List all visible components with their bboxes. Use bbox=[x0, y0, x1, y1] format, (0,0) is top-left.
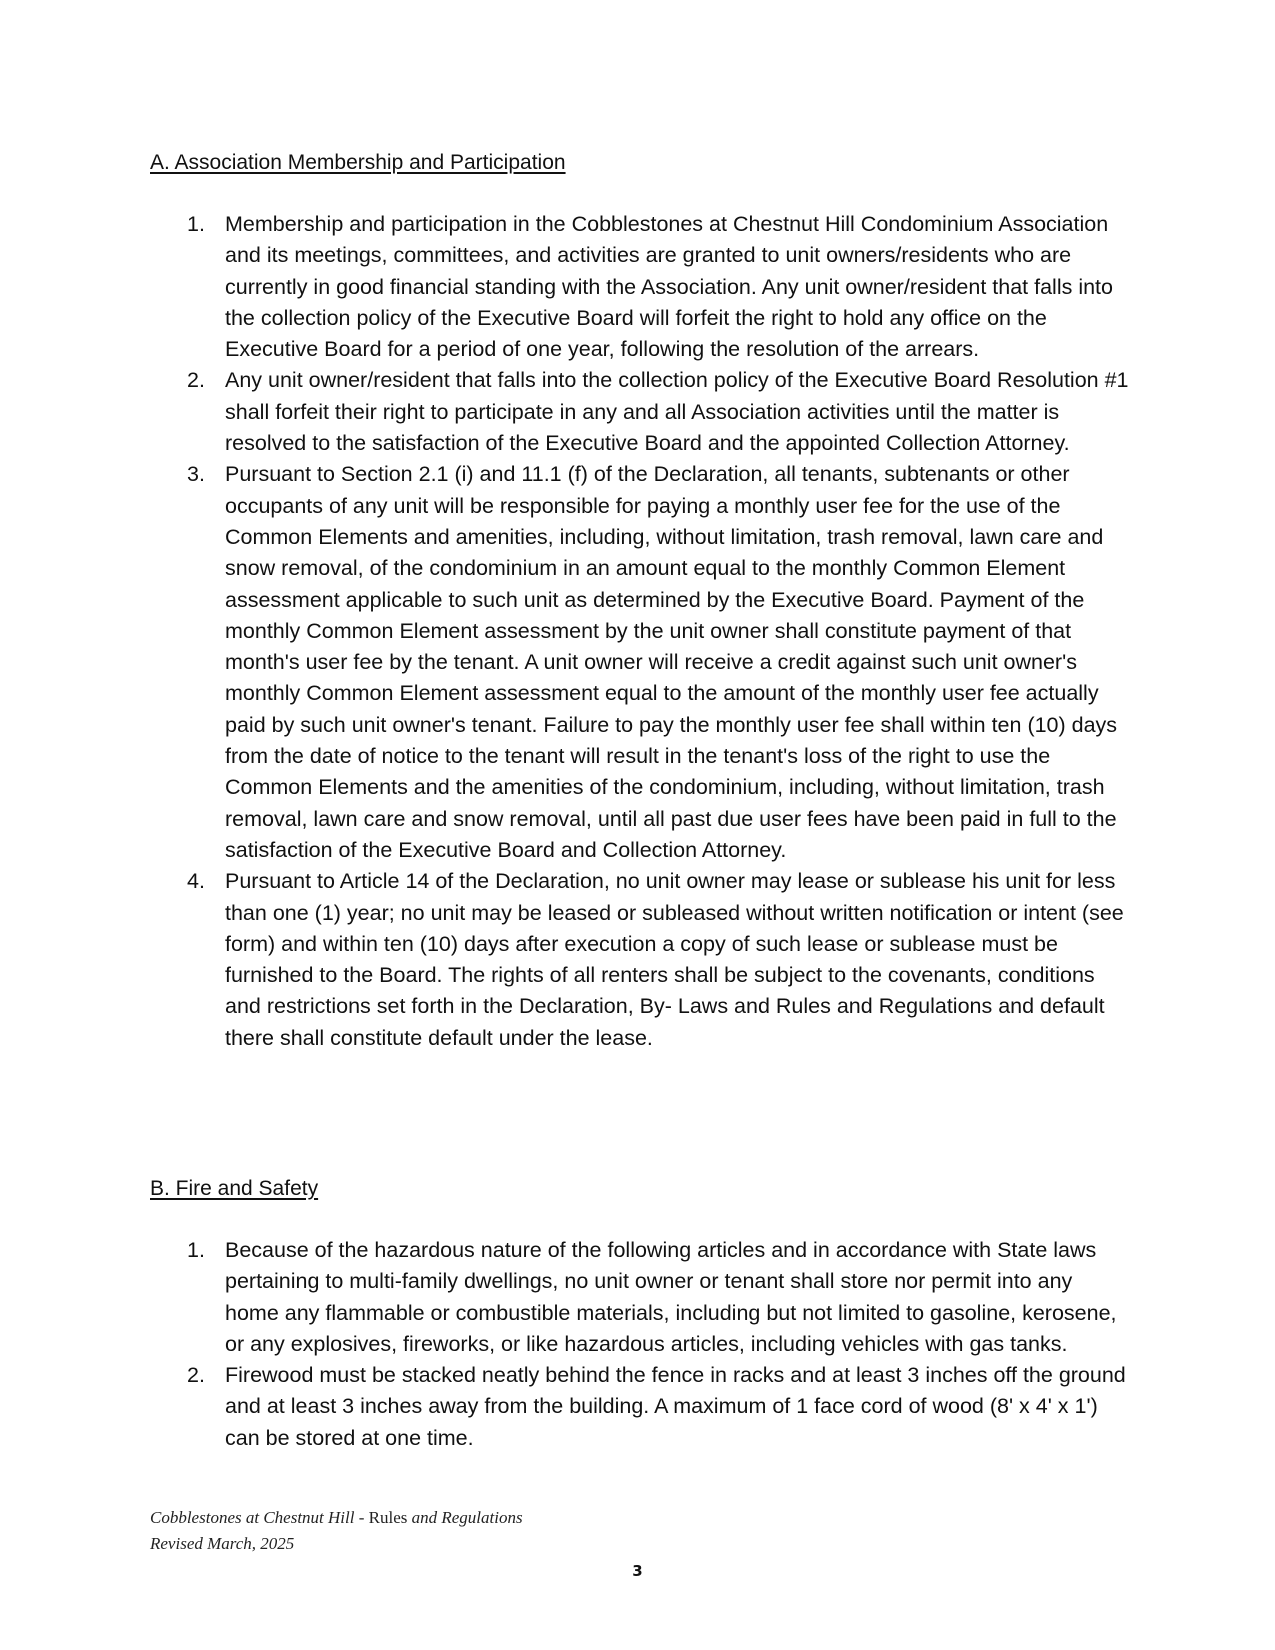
rules-list-association-membership bbox=[180, 209, 1130, 1054]
section-heading-fire-and-safety: B. Fire and Safety bbox=[150, 1177, 319, 1200]
footer-community-name: Cobblestones at Chestnut Hill bbox=[150, 1508, 355, 1527]
rule-text: Because of the hazardous nature of the following articles and in accordance with State laws pertaining to multi-family dwellings, no unit owner or tenant shall store nor permit into any home any flammable or combustible materials, including but not limited to gasoline, kerosene, or any explosives, fireworks, or like hazardous articles, including vehicles with gas tanks. bbox=[225, 1238, 1117, 1356]
footer-document-title bbox=[150, 1505, 523, 1531]
rule-number: 2. bbox=[187, 368, 205, 393]
rule-item bbox=[180, 866, 1130, 1054]
section-heading-association-membership: A. Association Membership and Participation bbox=[150, 151, 566, 174]
rule-text: Membership and participation in the Cobblestones at Chestnut Hill Condominium Association and its meetings, committees, and activities are granted to unit owners/residents who are currently in good financial standing with the Association. Any unit owner/resident that falls into the collection policy of the Executive Board will forfeit the right to hold any office on the Executive Board for a period of one year, following the resolution of the arrears. bbox=[225, 212, 1113, 362]
footer-regulations-words: and Regulations bbox=[411, 1508, 523, 1527]
rule-item bbox=[180, 459, 1130, 866]
rule-number: 1. bbox=[187, 212, 205, 236]
rule-number: 1. bbox=[187, 1238, 205, 1262]
rule-text: Pursuant to Section 2.1 (i) and 11.1 (f) of the Declaration, all tenants, subtenants or other occupants of any unit will be responsible for paying a monthly user fee for the use of the Common Elements and amenities, including, without limitation, trash removal, lawn care and snow removal, of the condominium in an amount equal to the monthly Common Element assessment applicable to such unit as determined by the Executive Board. Payment of the monthly Common Element assessment by the unit owner shall constitute payment of that month's user fee by the tenant. A unit owner will receive a credit against such unit owner's monthly Common Element assessment equal to the amount of the monthly user fee actually paid by such unit owner's tenant. Failure to pay the monthly user fee shall within ten (10) days from the date of notice to the tenant will result in the tenant's loss of the right to use the Common Elements and the amenities of the condominium, including, without limitation, trash removal, lawn care and snow removal, until all past due user fees have been paid in full to the satisfaction of the Executive Board and Collection Attorney. bbox=[225, 462, 1118, 862]
rules-list-fire-and-safety bbox=[180, 1235, 1130, 1454]
rule-text: Pursuant to Article 14 of the Declaration, no unit owner may lease or sublease his unit for less than one (1) year; no unit may be leased or subleased without written notification or intent (see form) and within ten (10) days after execution a copy of such lease or sublease must be furnished to the Board. The rights of all renters shall be subject to the covenants, conditions and restrictions set forth in the Declaration, By- Laws and Rules and Regulations and default there shall constitute default under the lease. bbox=[225, 869, 1124, 1050]
rule-number: 4. bbox=[187, 869, 205, 894]
rule-item bbox=[180, 1360, 1130, 1454]
page-footer bbox=[150, 1505, 523, 1557]
rule-item bbox=[180, 365, 1130, 459]
rule-text: Any unit owner/resident that falls into the collection policy of the Executive Board Resolution #1 shall forfeit their right to participate in any and all Association activities until the matter is resolved to the satisfaction of the Executive Board and the appointed Collection Attorney. bbox=[225, 368, 1129, 456]
rule-number: 3. bbox=[187, 462, 205, 487]
page-number: 3 bbox=[632, 1562, 643, 1580]
footer-rules-word: - Rules bbox=[354, 1508, 412, 1527]
rule-number: 2. bbox=[187, 1363, 205, 1388]
rule-item bbox=[180, 209, 1130, 365]
rule-text: Firewood must be stacked neatly behind the fence in racks and at least 3 inches off the ground and at least 3 inches away from the building. A maximum of 1 face cord of wood (8' x 4' x 1') can be stored at one time. bbox=[225, 1363, 1126, 1450]
footer-revision-date: Revised March, 2025 bbox=[150, 1534, 295, 1553]
rule-item bbox=[180, 1235, 1130, 1360]
